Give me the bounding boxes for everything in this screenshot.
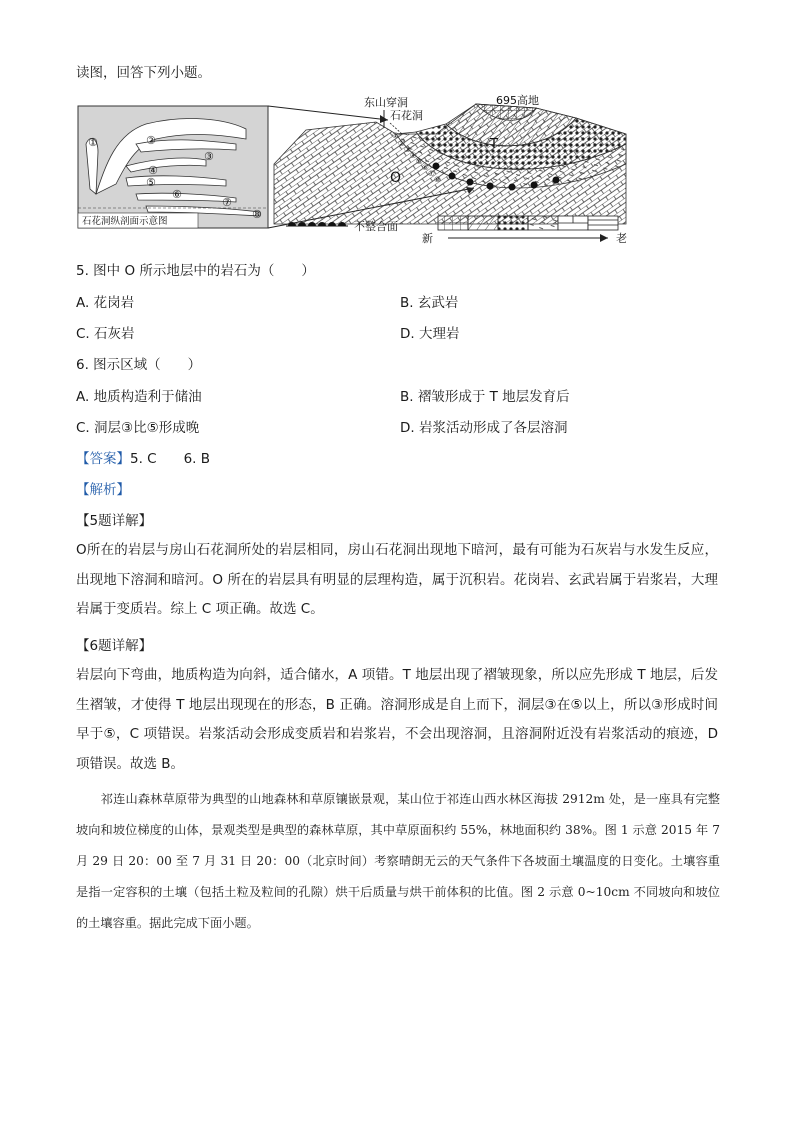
section-marker-2: ② <box>398 139 405 148</box>
inset-caption: 石花洞纵剖面示意图 <box>82 216 168 227</box>
detail5-text: O所在的岩层与房山石花洞所处的岩层相同，房山石花洞出现地下暗河，最有可能为石灰岩与水发生反应，出现地下溶洞和暗河。O 所在的岩层具有明显的层理构造，属于沉积岩。花岗岩、玄武岩属于岩浆岩，大理岩属于变质岩。综上 C 项正确。故选 C。 <box>76 542 718 617</box>
q6-option-a[interactable]: A. 地质构造利于储油 <box>76 389 202 405</box>
q6-option-d[interactable]: D. 岩浆活动形成了各层溶洞 <box>400 420 568 436</box>
detail5-tag: 【5题详解】 <box>76 513 153 529</box>
answer-text: 5. C 6. B <box>130 451 211 467</box>
inset-marker-6: ⑥ <box>172 188 182 201</box>
q6-option-b[interactable]: B. 褶皱形成于 T 地层发育后 <box>400 389 570 405</box>
inset-marker-3: ③ <box>204 150 214 163</box>
q5-option-d[interactable]: D. 大理岩 <box>400 326 460 342</box>
legend-old-label: 老 <box>616 232 627 245</box>
q6-option-c[interactable]: C. 洞层③比⑤形成晚 <box>76 420 200 436</box>
legend-unconformity-label: 不整合面 <box>354 220 398 233</box>
o-label: O <box>390 170 402 186</box>
section-marker-6: ⑥ <box>422 163 429 172</box>
q5-option-c[interactable]: C. 石灰岩 <box>76 326 135 342</box>
section-marker-1: ① <box>392 131 399 140</box>
analysis-tag: 【解析】 <box>76 482 130 498</box>
q5-option-b[interactable]: B. 玄武岩 <box>400 295 459 311</box>
label-shihua: 石花洞 <box>390 109 423 122</box>
geologic-section-diagram <box>76 94 636 246</box>
t-label: T <box>490 137 498 152</box>
label-dongshan: 东山穿洞 <box>364 96 408 109</box>
section-marker-8: ⑧ <box>434 175 441 184</box>
geology-figure <box>76 94 636 246</box>
section-marker-3: ③ <box>404 145 411 154</box>
intro-line: 读图，回答下列小题。 <box>76 65 211 81</box>
inset-marker-4: ④ <box>148 164 158 177</box>
legend-new-label: 新 <box>422 232 433 245</box>
answer-line <box>76 450 210 468</box>
label-peak: 695高地 <box>496 94 539 107</box>
inset-marker-1: ① <box>88 136 98 149</box>
inset-marker-5: ⑤ <box>146 176 156 189</box>
section-marker-4: ④ <box>410 151 417 160</box>
answer-tag: 【答案】 <box>76 451 130 467</box>
inset-marker-2: ② <box>146 134 156 147</box>
detail6-tag: 【6题详解】 <box>76 638 153 654</box>
q5-option-a[interactable]: A. 花岗岩 <box>76 295 135 311</box>
detail6-text: 岩层向下弯曲，地质构造为向斜，适合储水，A 项错。T 地层出现了褶皱现象，所以应先形成 T 地层，后发生褶皱，才使得 T 地层出现现在的形态，B 正确。溶洞形成是自上而下，洞层③在⑤以上，所以③形成时间早于⑤，C 项错误。岩浆活动会形成变质岩和岩浆岩，不会出现溶洞，且溶洞附近没有岩浆活动的痕迹，D 项错误。故选 B。 <box>76 667 718 772</box>
section-marker-7: ⑦ <box>428 169 435 178</box>
inset-marker-7: ⑦ <box>222 196 232 209</box>
q5-stem: 5. 图中 O 所示地层中的岩石为（ ） <box>76 263 315 279</box>
next-passage: 祁连山森林草原带为典型的山地森林和草原镶嵌景观，某山位于祁连山西水林区海拔 2912m 处，是一座具有完整坡向和坡位梯度的山体，景观类型是典型的森林草原，其中草原面积约 55%，林地面积约 38%。图 1 示意 2015 年 7 月 29 日 20：00 至 7 月 31 日 20：00（北京时间）考察晴朗无云的天气条件下各坡面土壤温度的日变化。土壤容重是指一定容积的土壤（包括土粒及粒间的孔隙）烘干后质量与烘干前体积的比值。图 2 示意 0~10cm 不同坡向和坡位的土壤容重。据此完成下面小题。 <box>76 792 720 930</box>
section-marker-5: ⑤ <box>416 157 423 166</box>
inset-marker-8: ⑧ <box>252 208 262 221</box>
q6-stem: 6. 图示区域（ ） <box>76 357 202 373</box>
legend-strata <box>422 216 627 245</box>
